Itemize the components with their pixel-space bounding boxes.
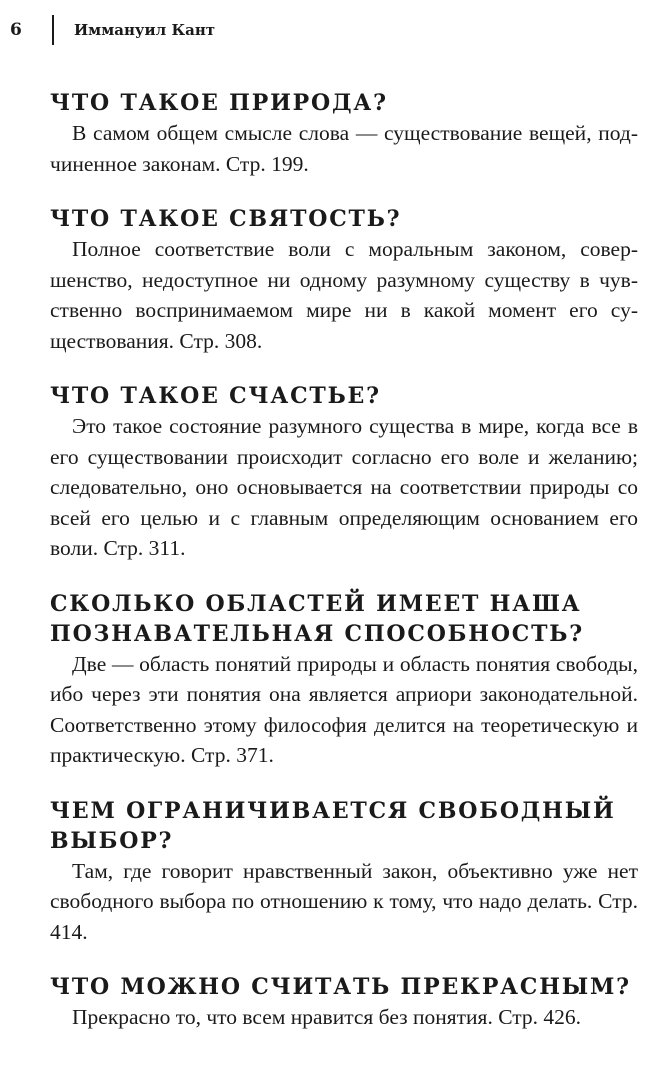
- question-heading: СКОЛЬКО ОБЛАСТЕЙ ИМЕЕТ НАША ПОЗНАВАТЕЛЬНАЯ СПОСОБНОСТЬ?: [50, 590, 584, 647]
- qa-section-nature: [50, 88, 638, 179]
- answer-paragraph: В самом общем смысле слова — существование вещей, подчиненное законам. Стр. 199.: [50, 121, 638, 176]
- qa-section-happiness: [50, 381, 638, 564]
- author-name: Иммануил Кант: [74, 21, 216, 39]
- qa-section-holiness: [50, 204, 638, 356]
- answer-paragraph: Это такое состояние разумного существа в мире, когда все в его существовании происходит согласно его воле и желанию; следовательно, оно основывается на соответствии природы со всей его целью и с главным определяющим основанием его воли. Стр. 311.: [50, 414, 638, 560]
- question-heading: ЧЕМ ОГРАНИЧИВАЕТСЯ СВОБОДНЫЙ ВЫБОР?: [50, 797, 616, 854]
- qa-section-free-choice: [50, 796, 638, 948]
- answer-paragraph: Две — область понятий природы и область понятия свободы, ибо через эти понятия она является априори законодательной. Соответственно этому философия делится на теоретическую и практическую. Стр. 371.: [50, 651, 638, 767]
- question-heading: ЧТО ТАКОЕ СВЯТОСТЬ?: [50, 206, 402, 232]
- running-head: [10, 16, 215, 44]
- page-number: 6: [10, 20, 22, 40]
- qa-section-beautiful: [50, 972, 638, 1033]
- answer-paragraph: Полное соответствие воли с моральным законом, совершенство, недоступное ни одному разумному существу в чувственно воспринимаемом мире ни в какой момент его существования. Стр. 308.: [50, 237, 638, 353]
- answer-paragraph: Прекрасно то, что всем нравится без понятия. Стр. 426.: [72, 1005, 582, 1029]
- answer-paragraph: Там, где говорит нравственный закон, объективно уже нет свободного выбора по отношению к тому, что надо делать. Стр. 414.: [50, 858, 638, 944]
- page-content: [50, 88, 638, 1058]
- question-heading: ЧТО ТАКОЕ ПРИРОДА?: [50, 90, 388, 116]
- question-heading: ЧТО ТАКОЕ СЧАСТЬЕ?: [50, 383, 381, 409]
- header-divider: [52, 15, 54, 45]
- qa-section-cognitive-faculty: [50, 589, 638, 771]
- question-heading: ЧТО МОЖНО СЧИТАТЬ ПРЕКРАСНЫМ?: [50, 974, 631, 1000]
